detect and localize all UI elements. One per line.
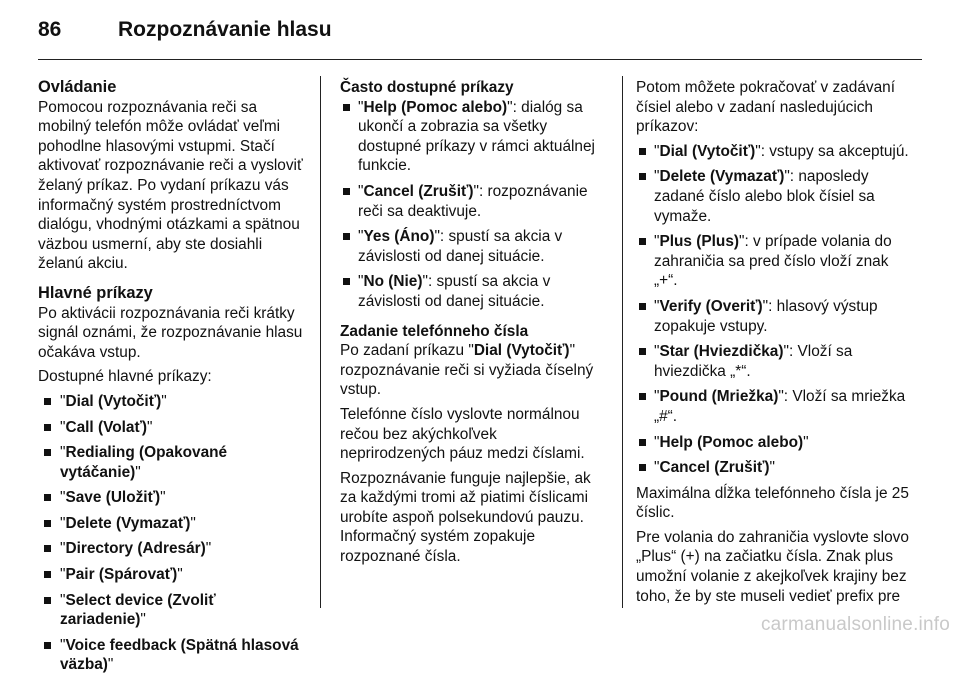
list-item: "Pair (Spárovať)" [38,565,304,585]
command-description: : Vloží sa hviezdička „*“. [654,343,853,380]
bullet-square-icon [639,148,646,155]
bullet-square-icon [639,464,646,471]
paragraph-zahranicie: Pre volania do zahraničia vyslovte slovo „Plus“ (+) na začiatku čísla. Znak plus umožní volanie z akejkoľvek krajiny bez toho, že by ste museli vedieť prefix pre [636,528,909,605]
list-item: "Directory (Adresár)" [38,539,304,559]
list-item: "Redialing (Opakované vytáčanie)" [38,443,304,482]
command-description: : naposledy zadané číslo alebo blok čísiel sa vymaže. [654,168,875,225]
command-description: : hlasový výstup zopakuje vstupy. [654,297,878,335]
list-item: "Help (Pomoc alebo)": dialóg sa ukončí a zobrazia sa všetky dostupné príkazy v rámci aktuálnej funkcie. [340,98,606,176]
paragraph-hlavne-prikazy: Po aktivácii rozpoznávania reči krátky signál oznámi, že rozpoznávanie hlasu očakáva vstup. [38,304,303,361]
command-label: No (Nie) [363,273,423,291]
list-item: "Dial (Vytočiť)" [38,392,304,412]
command-label: Redialing (Opakované vytáčanie) [60,444,228,481]
command-label: Dial (Vytočiť) [659,142,756,160]
command-label: Call (Volať) [65,418,147,436]
command-label: Plus (Plus) [659,233,739,251]
command-label: Directory (Adresár) [65,540,206,558]
list-item: "Yes (Áno)": spustí sa akcia v závislosti od danej situácie. [340,227,606,266]
bullet-square-icon [639,238,646,245]
list-item: "Delete (Vymazať)": naposledy zadané číslo alebo blok čísiel sa vymaže. [636,167,910,226]
paragraph-max-dlzka: Maximálna dĺžka telefónneho čísla je 25 číslic. [636,484,909,522]
command-description: : vstupy sa akceptujú. [760,142,909,160]
list-item: "Verify (Overiť)": hlasový výstup zopakuje vstupy. [636,297,910,336]
column-divider-2 [622,76,623,608]
command-label: Star (Hviezdička) [659,343,784,361]
list-item: "Cancel (Zrušiť)": rozpoznávanie reči sa deaktivuje. [340,182,606,221]
bullet-square-icon [44,424,51,431]
column-left [38,78,304,681]
command-label: Pair (Spárovať) [65,566,178,584]
list-item: "No (Nie)": spustí sa akcia v závislosti od danej situácie. [340,272,606,311]
bullet-square-icon [44,520,51,527]
number-commands-list [636,142,910,478]
command-label: Cancel (Zrušiť) [363,182,474,200]
list-item: "Cancel (Zrušiť)" [636,458,910,478]
bullet-square-icon [44,494,51,501]
watermark: carmanualsonline.info [760,614,950,635]
list-item: "Plus (Plus)": v prípade volania do zahraničia sa pred číslo vloží znak „+“. [636,232,910,291]
command-label: Cancel (Zrušiť) [659,459,770,477]
command-label: Delete (Vymazať) [659,168,785,186]
column-divider-1 [320,76,321,608]
text-fragment: rozpoznávanie reči si vyžiada číselný vstup. [340,361,594,399]
page-header [38,16,922,56]
command-label: Help (Pomoc alebo) [363,98,508,116]
bullet-square-icon [343,104,350,111]
column-right [636,78,910,611]
section-heading-ovladanie: Ovládanie [38,78,117,96]
page-number: 86 [38,18,62,41]
bullet-square-icon [343,233,350,240]
command-description: : v prípade volania do zahraničia sa pred číslo vloží znak „+“. [654,233,892,290]
main-commands-list [38,392,304,675]
paragraph-zadanie: Po zadaní príkazu "Dial (Vytočiť)" rozpoznávanie reči si vyžiada číselný vstup. [340,342,594,399]
command-label: Dial (Vytočiť) [65,392,162,410]
page-title: Rozpoznávanie hlasu [118,18,332,41]
list-item: "Dial (Vytočiť)": vstupy sa akceptujú. [636,142,910,162]
bullet-square-icon [639,348,646,355]
command-label: Pound (Mriežka) [659,388,779,406]
section-heading-hlavne-prikazy: Hlavné príkazy [38,283,153,302]
paragraph-ovladanie: Pomocou rozpoznávania reči sa mobilný telefón môže ovládať veľmi pohodlne hlasovými vstupmi. Stačí aktivovať rozpoznávanie reči a vysloviť želaný príkaz. Po vydaní príkazu vás informačný systém prostredníctvom dialógu, vhodnými otázkami a spätnou väzbou usmerní, aby ste dosiahli želanú akciu. [38,98,303,273]
command-label: Help (Pomoc alebo) [659,433,804,451]
bullet-square-icon [44,597,51,604]
bullet-square-icon [44,545,51,552]
bullet-square-icon [639,303,646,310]
paragraph-dostupne-prikazy: Dostupné hlavné príkazy: [38,368,212,386]
command-label: Voice feedback (Spätná hlasová väzba) [60,636,299,674]
text-fragment: Po zadaní príkazu [340,342,469,360]
list-item: "Save (Uložiť)" [38,488,304,508]
list-item: "Voice feedback (Spätná hlasová väzba)" [38,636,304,675]
command-label: Select device (Zvoliť zariadenie) [60,591,216,629]
header-divider [38,59,922,60]
common-commands-list [340,98,606,312]
bullet-square-icon [343,278,350,285]
command-label: Delete (Vymazať) [65,514,191,532]
column-middle [340,78,606,572]
command-description: : spustí sa akcia v závislosti od danej situácie. [358,228,563,265]
bullet-square-icon [44,571,51,578]
paragraph-vyslovte: Telefónne číslo vyslovte normálnou rečou bez akýchkoľvek neprirodzených páuz medzi číslami. [340,405,585,463]
section-heading-zadanie-cisla: Zadanie telefónneho čísla [340,322,529,340]
bullet-square-icon [44,449,51,456]
paragraph-intro: Potom môžete pokračovať v zadávaní čísiel alebo v zadaní nasledujúcich príkazov: [636,79,895,136]
command-description: : dialóg sa ukončí a zobrazia sa všetky dostupné príkazy v rámci aktuálnej funkcie. [358,98,595,175]
section-heading-casto-dostupne: Často dostupné príkazy [340,79,514,96]
list-item: "Delete (Vymazať)" [38,514,304,534]
command-description: : rozpoznávanie reči sa deaktivuje. [358,182,588,220]
list-item: "Select device (Zvoliť zariadenie)" [38,591,304,630]
command-label: Verify (Overiť) [659,297,763,315]
bullet-square-icon [639,439,646,446]
paragraph-najlepsie: Rozpoznávanie funguje najlepšie, ak za každými tromi až piatimi číslicami urobíte aspoň polsekundovú pauzu. Informačný systém zopakuje rozpoznané čísla. [340,469,591,566]
command-label: Save (Uložiť) [65,489,161,507]
command-description: : spustí sa akcia v závislosti od danej situácie. [358,273,551,310]
bullet-square-icon [639,393,646,400]
command-description: : Vloží sa mriežka „#“. [654,388,906,425]
bullet-square-icon [44,398,51,405]
list-item: "Pound (Mriežka)": Vloží sa mriežka „#“. [636,387,910,426]
bullet-square-icon [44,642,51,649]
list-item: "Star (Hviezdička)": Vloží sa hviezdička „*“. [636,342,910,381]
list-item: "Help (Pomoc alebo)" [636,433,910,453]
command-label: Yes (Áno) [363,228,435,246]
command-label: Dial (Vytočiť) [473,342,570,360]
bullet-square-icon [343,188,350,195]
list-item: "Call (Volať)" [38,418,304,438]
bullet-square-icon [639,173,646,180]
